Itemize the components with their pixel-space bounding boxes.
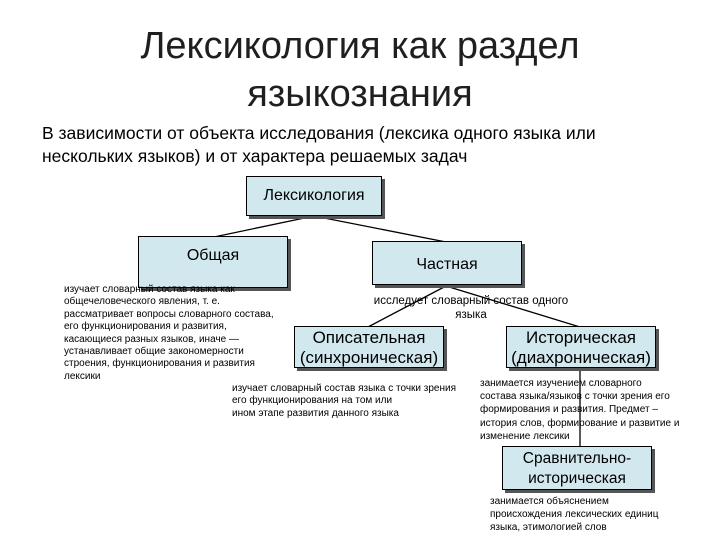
node-comparative-line-1: Сравнительно- [522,450,632,467]
note-particular-line: языка [455,309,487,321]
note-general-line: устанавливает общие закономерности [64,346,244,358]
note-historical-line: формирования и развития. Предмет – [480,404,658,416]
note-comparative [490,495,710,534]
note-general-line: общечеловеческого явления, т. е. [64,296,220,308]
node-descriptive-line-2: (синхроническая) [299,348,439,367]
note-general-line: лексики [64,370,101,382]
node-historical-line-2: (диахроническая) [511,348,651,367]
node-lexicology-label: Лексикология [263,187,365,204]
connector-root-to-general [214,216,314,237]
node-descriptive-line-1: Описательная [312,328,426,347]
note-comparative-line: языка, этимологией слов [490,522,607,533]
note-general [64,284,304,383]
note-historical-line: изменение лексики [480,430,570,442]
node-general-label: Общая [186,247,240,264]
slide-title-line-2: языкознания [247,73,473,115]
note-historical-line: история слов, формирование и развитие и [480,417,680,429]
node-particular-label: Частная [416,256,478,273]
note-descriptive-line: его функционирования на том или [232,395,393,407]
node-lexicology [246,176,382,216]
node-comparative-line-2: историческая [528,470,626,487]
note-general-line: строения, функционирования и развития [64,358,255,370]
intro-line-2: нескольких языков) и от характера решаемых задач [42,146,468,166]
node-descriptive [294,326,444,368]
note-particular-line: исследует словарный состав одного [373,295,569,307]
node-historical-line-1: Историческая [525,328,636,347]
note-general-line: его функционирования и развития, [64,321,227,333]
node-historical [506,326,656,368]
intro-line-1: В зависимости от объекта исследования (лексика одного языка или [42,123,596,143]
note-historical-line: занимается изучением словарного [480,378,642,389]
connector-root-to-particular [314,216,446,242]
node-particular [372,241,522,285]
note-general-line: рассматривает вопросы словарного состава, [64,308,274,320]
note-descriptive [232,383,477,420]
note-descriptive-line: изучает словарный состав языка с точки зрения [232,383,457,394]
note-historical-line: состава языка/языков с точки зрения его [480,391,670,403]
note-historical [480,377,710,443]
slide-title-line-1: Лексикология как раздел [140,25,580,67]
node-general [138,236,288,288]
node-comparative [502,446,652,490]
note-general-line: изучает словарный состав языка как [64,284,235,295]
note-comparative-line: занимается объяснением [490,496,609,507]
note-general-line: касающиеся разных языков, иначе — [64,333,239,345]
note-comparative-line: происхождения лексических единиц [490,509,659,520]
note-descriptive-line: ином этапе развития данного языка [232,407,399,419]
note-particular [346,294,596,322]
